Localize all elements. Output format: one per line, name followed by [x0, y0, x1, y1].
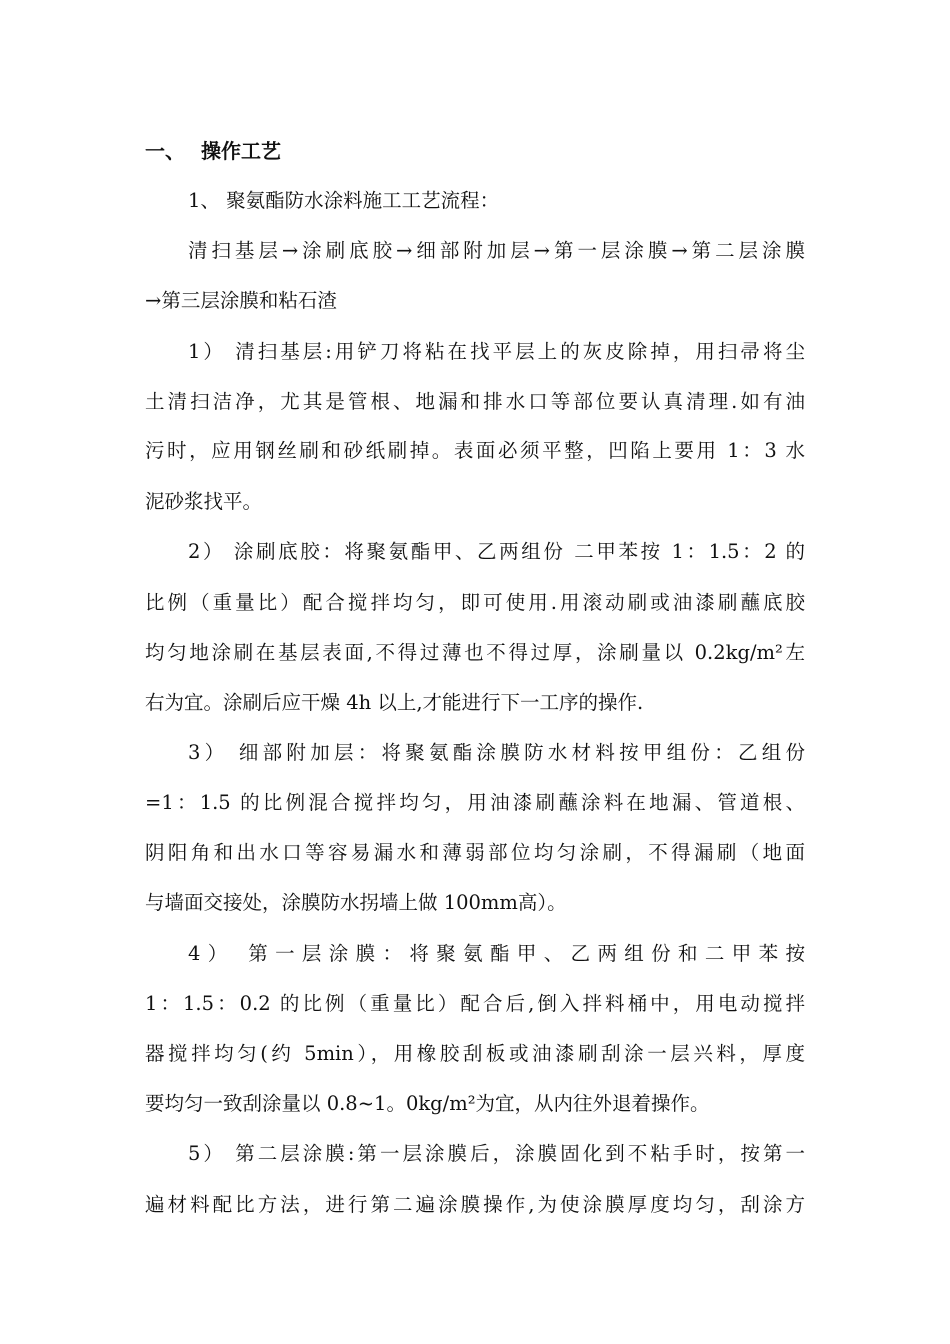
paragraph-line: =1：1.5 的比例混合搅拌均匀，用油漆刷蘸涂料在地漏、管道根、	[145, 791, 805, 814]
section-title: 操作工艺	[201, 139, 281, 163]
paragraph-line: 遍材料配比方法，进行第二遍涂膜操作,为使涂膜厚度均匀，刮涂方	[145, 1193, 805, 1216]
paragraph-line: 1） 清扫基层:用铲刀将粘在找平层上的灰皮除掉，用扫帚将尘	[188, 340, 805, 363]
paragraph-line: 泥砂浆找平。	[145, 490, 263, 513]
paragraph-line: 4） 第一层涂膜：将聚氨酯甲、乙两组份和二甲苯按	[188, 942, 805, 965]
paragraph-line: 与墙面交接处，涂膜防水拐墙上做 100mm高）。	[145, 891, 567, 914]
paragraph-line: 2） 涂刷底胶：将聚氨酯甲、乙两组份 二甲苯按 1：1.5：2 的	[188, 540, 805, 563]
subheading-process-flow: 1、 聚氨酯防水涂料施工工艺流程：	[188, 189, 500, 212]
paragraph-line: 右为宜。涂刷后应干燥 4h 以上,才能进行下一工序的操作.	[145, 691, 644, 714]
paragraph-line: 3） 细部附加层：将聚氨酯涂膜防水材料按甲组份：乙组份	[188, 741, 805, 764]
paragraph-line: 5） 第二层涂膜:第一层涂膜后，涂膜固化到不粘手时，按第一	[188, 1142, 805, 1165]
paragraph-line: →第三层涂膜和粘石渣	[145, 289, 337, 312]
paragraph-line: 器搅拌均匀(约 5min），用橡胶刮板或油漆刷刮涂一层兴料，厚度	[145, 1042, 805, 1065]
section-heading	[145, 136, 281, 166]
paragraph-line: 1：1.5：0.2 的比例（重量比）配合后,倒入拌料桶中，用电动搅拌	[145, 992, 805, 1015]
paragraph-line: 土清扫洁净，尤其是管根、地漏和排水口等部位要认真清理.如有油	[145, 390, 805, 413]
paragraph-line: 污时，应用钢丝刷和砂纸刷掉。表面必须平整，凹陷上要用 1：3 水	[145, 439, 805, 462]
paragraph-line: 要均匀一致刮涂量以 0.8~1。0kg/m²为宜，从内往外退着操作。	[145, 1092, 710, 1115]
paragraph-line: 阴阳角和出水口等容易漏水和薄弱部位均匀涂刷，不得漏刷（地面	[145, 841, 805, 864]
paragraph-line: 比例（重量比）配合搅拌均匀，即可使用.用滚动刷或油漆刷蘸底胶	[145, 591, 805, 614]
section-number: 一、	[145, 139, 185, 163]
paragraph-line: 均匀地涂刷在基层表面,不得过薄也不得过厚，涂刷量以 0.2kg/m²左	[145, 641, 805, 664]
paragraph-line: 清扫基层→涂刷底胶→细部附加层→第一层涂膜→第二层涂膜	[188, 239, 805, 262]
